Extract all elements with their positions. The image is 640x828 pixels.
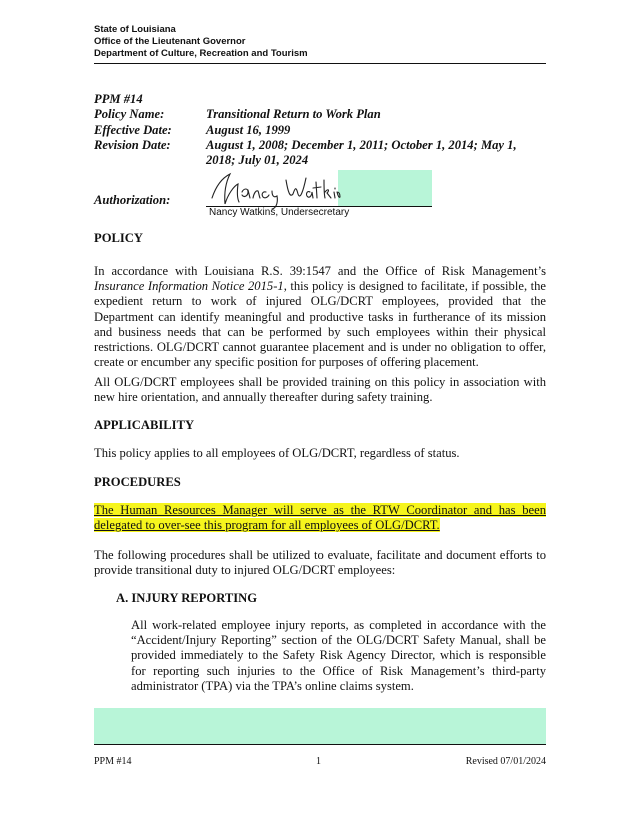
signer-name: Nancy Watkins, Undersecretary (209, 207, 350, 218)
effective-date: August 16, 1999 (206, 122, 291, 137)
policy-p1-start: In accordance with Louisiana R.S. 39:1547 and the Office of Risk Management’s (94, 264, 546, 278)
applicability-text: This policy applies to all employees of OLG/DCRT, regardless of status. (94, 446, 460, 460)
effective-date-label: Effective Date: (94, 122, 172, 137)
document-header (94, 24, 308, 60)
injury-reporting-heading: A. INJURY REPORTING (116, 591, 258, 605)
policy-name-label: Policy Name: (94, 107, 165, 122)
policy-meta (94, 92, 546, 168)
header-state: State of Louisiana (94, 24, 176, 35)
page-number: 1 (316, 756, 321, 767)
header-office: Office of the Lieutenant Governor (94, 36, 246, 47)
ppm-number: PPM #14 (94, 92, 143, 106)
policy-paragraph-2: All OLG/DCRT employees shall be provided training on this policy in association with new hire orientation, and annually thereafter during safety training. (94, 375, 546, 405)
highlighted-text: The Human Resources Manager will serve as the RTW Coordinator and has been delegated to over-see this program for all employees of OLG/DCRT. (94, 503, 546, 533)
applicability-heading: APPLICABILITY (94, 418, 195, 432)
rtw-coordinator-note (94, 503, 546, 533)
policy-p1-end: , this policy is designed to facilitate, if possible, the expedient return to work of injured OLG/DCRT employees, provided that the Department can identify meaningful and productive tasks in furtherance of its mission and business needs that can be performed by such employees within their physical restrictions. OLG/DCRT cannot guarantee placement and is under no obligation to offer, create or encumber any specific position for purposes of offering placement. (94, 279, 547, 370)
policy-name: Transitional Return to Work Plan (206, 107, 381, 122)
insurance-notice-title: Insurance Information Notice 2015-1 (94, 279, 284, 294)
footer-revised: Revised 07/01/2024 (465, 756, 546, 767)
injury-reporting-text: All work-related employee injury reports, as completed in accordance with the “Accident/Injury Reporting” section of the OLG/DCRT Safety Manual, shall be provided immediately to the Safety Risk Agency Director, which is responsible for reporting such injuries to the Office of Risk Management’s third-party administrator (TPA) via the TPA’s online claims system. (131, 618, 546, 693)
header-department: Department of Culture, Recreation and Tourism (94, 48, 308, 59)
header-rule (94, 63, 546, 64)
footer-rule (94, 744, 546, 745)
procedures-intro: The following procedures shall be utilized to evaluate, facilitate and document efforts to provide transitional duty to injured OLG/DCRT employees: (94, 548, 546, 578)
signature-image (206, 168, 341, 210)
redaction-box (338, 170, 432, 206)
authorization-label: Authorization: (94, 193, 171, 207)
policy-heading: POLICY (94, 231, 143, 245)
procedures-heading: PROCEDURES (94, 475, 181, 489)
redaction-band (94, 708, 546, 744)
policy-paragraph-1 (94, 264, 546, 370)
revision-dates: August 1, 2008; December 1, 2011; October 1, 2014; May 1, 2018; July 01, 2024 (206, 137, 517, 168)
revision-date-label: Revision Date: (94, 137, 171, 152)
footer-ppm: PPM #14 (94, 756, 132, 767)
